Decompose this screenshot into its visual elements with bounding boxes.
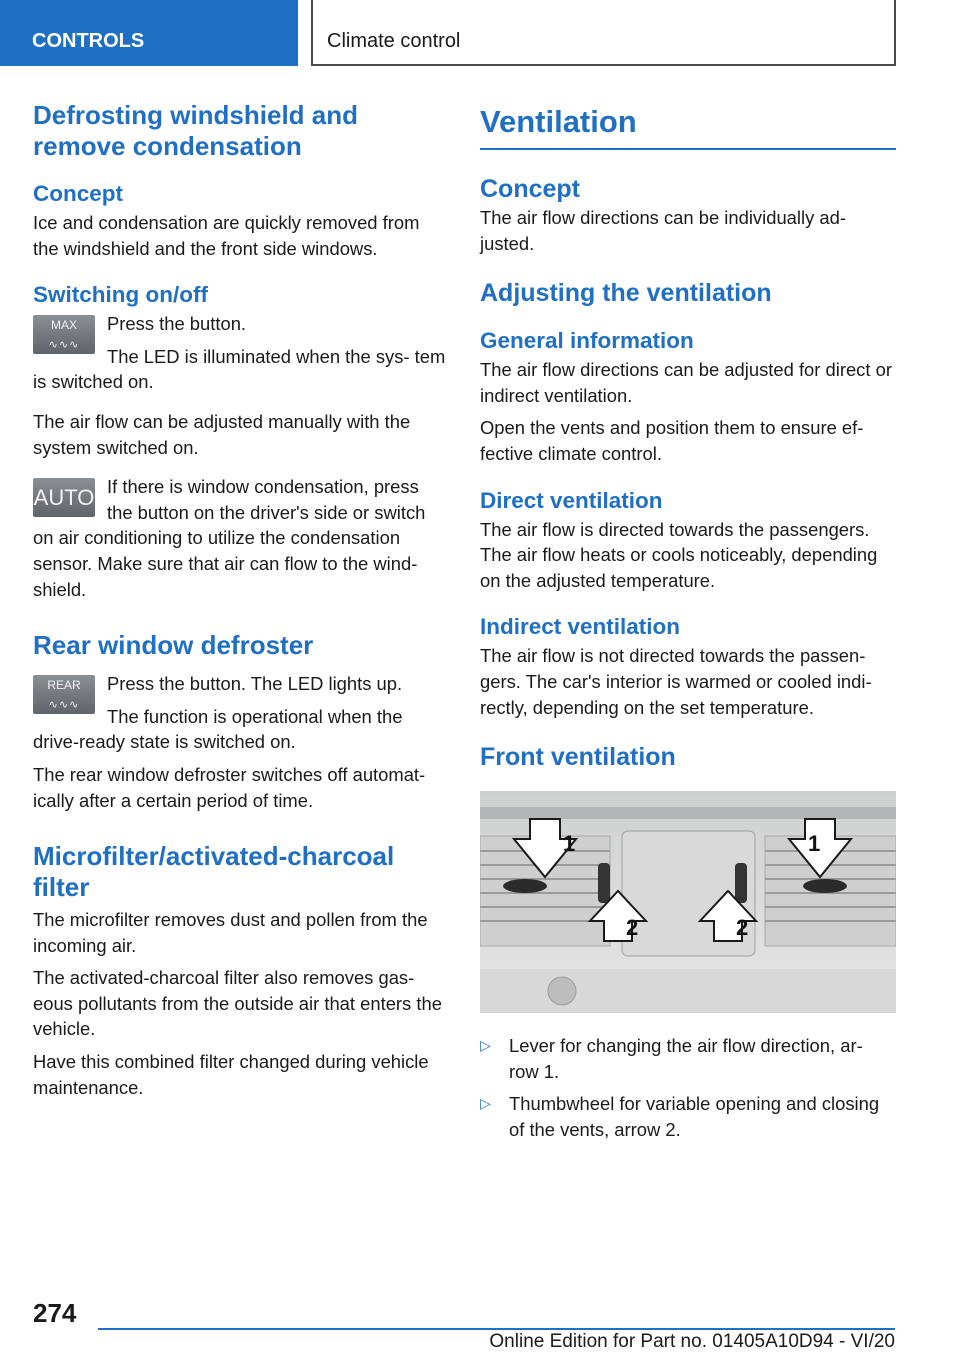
arrow-2-left-label: 2 [626,915,639,941]
rear-icon-label: REAR [47,678,81,693]
indirect-ventilation-heading: Indirect ventilation [480,614,681,640]
general-info-heading: General information [480,328,694,354]
led-text: The LED is illuminated when the sys‐ tem is switched on. [33,345,446,393]
adjusting-heading: Adjusting the ventilation [480,279,772,308]
header-title: Climate control [327,30,461,52]
filter-text-1: The microfilter removes dust and pollen from the incoming air. [33,909,428,956]
right-column [480,100,896,1150]
triangle-bullet-icon: ▷ [480,1037,491,1054]
page-number: 274 [33,1298,77,1328]
heat-waves-icon: ∿∿∿ [48,699,80,712]
header-title-box [311,0,896,66]
arrow-2-right-label: 2 [736,915,749,941]
max-icon-label: MAX [50,318,77,333]
rear-press-text: Press the button. The LED lights up. [107,673,403,695]
max-defrost-icon [33,315,95,354]
bullet-text: Thumbwheel for variable opening and closing of the vents, arrow 2. [509,1093,880,1140]
concept-text-right: The air flow directions can be individually ad‐ justed. [480,207,846,254]
list-item [480,1091,896,1142]
heat-waves-icon: ∿∿∿ [48,339,80,352]
rear-operational-text: The function is operational when the drive-ready state is switched on. [33,705,403,753]
indirect-text: The air flow is not directed towards the passen‐ gers. The car's interior is warmed or cooled indi‐ rectly, depending on the set temperature. [480,645,872,718]
arrow-1-right-label: 1 [808,831,821,857]
front-ventilation-heading: Front ventilation [480,743,676,772]
header-section-tab [0,0,298,66]
rear-defrost-icon [33,675,95,714]
general-text-1: The air flow directions can be adjusted for direct or indirect ventilation. [480,359,892,406]
left-column [33,100,448,1107]
auto-icon [33,478,95,517]
rear-defroster-heading: Rear window defroster [33,630,314,661]
press-button-text: Press the button. [107,313,247,335]
direct-text: The air flow is directed towards the passengers. The air flow heats or cools noticeably, depending on the adjusted temperature. [480,518,878,591]
list-item [480,1033,896,1084]
concept-heading-right: Concept [480,175,580,203]
filter-text-2: The activated-charcoal filter also removes gas‐ eous pollutants from the outside air that enters the vehicle. [33,967,442,1040]
condensation-text: If there is window condensation, press the button on the driver's side or switch on air conditioning to utilize the condensation sensor. Make sure that air can flow to the wind‐ shield. [33,476,426,600]
footer-divider [98,1328,895,1330]
filter-heading: Microfilter/activated-charcoal filter [33,841,395,903]
filter-text-3: Have this combined filter changed during vehicle maintenance. [33,1051,429,1098]
arrow-1-left-label: 1 [563,831,576,857]
direct-ventilation-heading: Direct ventilation [480,487,663,513]
bullet-text: Lever for changing the air flow direction, ar‐ row 1. [509,1035,863,1082]
ventilation-heading: Ventilation [480,100,896,150]
triangle-bullet-icon: ▷ [480,1095,491,1112]
concept-heading-left: Concept [33,181,123,206]
switching-heading: Switching on/off [33,282,208,308]
footer-edition: Online Edition for Part no. 01405A10D94 - VI/20 [489,1331,895,1352]
rear-auto-off-text: The rear window defroster switches off automat‐ ically after a certain period of time. [33,763,426,811]
header-section-label: CONTROLS [32,30,145,52]
auto-icon-label: AUTO [33,485,95,511]
airflow-manual-text: The air flow can be adjusted manually with the system switched on. [33,410,411,458]
defrost-heading: Defrosting windshield and remove condensation [33,100,359,161]
front-vents-photo [480,791,896,1013]
concept-text-left: Ice and condensation are quickly removed from the windshield and the front side windows. [33,212,420,259]
general-text-2: Open the vents and position them to ensure ef‐ fective climate control. [480,417,864,464]
